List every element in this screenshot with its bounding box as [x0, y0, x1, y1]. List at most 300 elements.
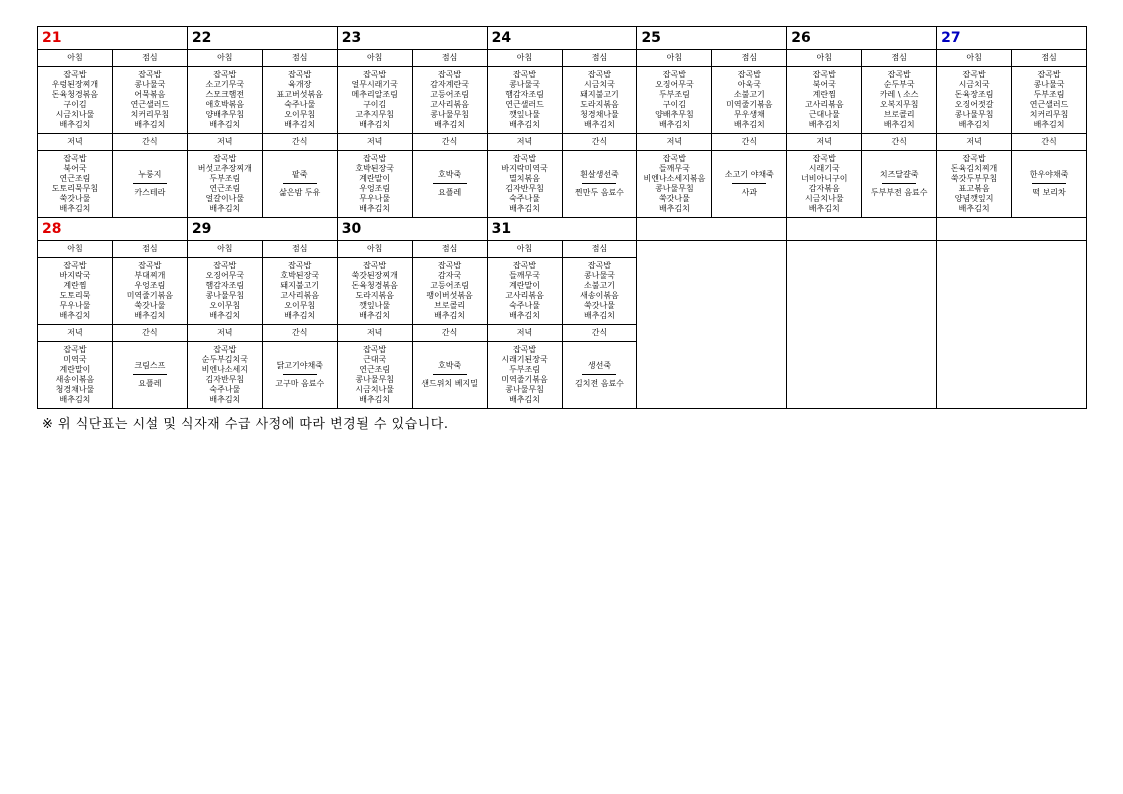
menu-item: 순두부국 [883, 80, 915, 89]
menu-item: 잡곡밥 [363, 154, 387, 163]
breakfast-menu [337, 67, 412, 134]
menu-item: 숙주나물 [209, 385, 241, 394]
menu-item: 연근샐러드 [1029, 100, 1069, 109]
breakfast-label: 아침 [487, 241, 562, 258]
menu-item: 잡곡밥 [438, 70, 462, 79]
menu-item: 잡곡밥 [213, 154, 237, 163]
menu-item: 깻잎나물 [359, 301, 391, 310]
snack-item: 생선죽 [587, 361, 612, 370]
day-header: 29 [187, 218, 337, 241]
menu-item: 연근샐러드 [505, 100, 544, 109]
menu-item: 감자볶음 [808, 184, 840, 193]
empty-day [937, 241, 1087, 409]
menu-item: 배추김치 [733, 120, 765, 129]
menu-item: 미역줄기볶음 [726, 100, 773, 109]
dinner-label: 저녁 [187, 134, 262, 151]
snack-label: 간식 [262, 134, 337, 151]
menu-item: 시래기국 [808, 164, 840, 173]
menu-item: 콩나물국 [1033, 80, 1065, 89]
menu-item: 양념깻잎지 [954, 194, 994, 203]
dinner-menu [38, 342, 113, 409]
dinner-menu [937, 151, 1012, 218]
breakfast-menu [337, 258, 412, 325]
menu-item: 잡곡밥 [512, 70, 537, 79]
snack-item: 크림스프 [134, 361, 166, 370]
snack-divider [133, 374, 167, 375]
lunch-menu [262, 258, 337, 325]
menu-item: 배추김치 [59, 204, 91, 213]
menu-item: 오이무침 [209, 301, 241, 310]
menu-item: 쑥갓나물 [59, 194, 91, 203]
snack-label: 간식 [262, 325, 337, 342]
breakfast-menu [637, 67, 712, 134]
menu-item: 근대나물 [808, 110, 840, 119]
menu-item: 팽이버섯볶음 [426, 291, 473, 300]
breakfast-menu [487, 67, 562, 134]
menu-item: 잡곡밥 [363, 345, 387, 354]
menu-item: 메추리알조림 [351, 90, 398, 99]
menu-item: 북어국 [63, 164, 87, 173]
breakfast-menu [487, 258, 562, 325]
lunch-label: 점심 [562, 241, 637, 258]
lunch-label: 점심 [262, 50, 337, 67]
dinner-menu [787, 151, 862, 218]
menu-item: 배추김치 [584, 311, 615, 320]
menu-item: 소고기무국 [205, 80, 245, 89]
menu-item: 콩나물무침 [430, 110, 469, 119]
menu-item: 스모크햄전 [205, 90, 245, 99]
menu-item: 배추김치 [209, 311, 241, 320]
breakfast-menu [187, 67, 262, 134]
menu-item: 배추김치 [59, 395, 91, 404]
menu-item: 숙주나물 [509, 301, 540, 310]
week-row [38, 50, 1087, 67]
day-header: 31 [487, 218, 637, 241]
menu-item: 잡곡밥 [662, 70, 686, 79]
snack-label: 간식 [412, 325, 487, 342]
dinner-menu [337, 151, 412, 218]
dinner-menu [637, 151, 712, 218]
snack-menu [112, 151, 187, 218]
menu-item: 무우나물 [59, 301, 91, 310]
menu-item: 연근조림 [59, 174, 91, 183]
menu-item: 배추김치 [883, 120, 915, 129]
snack-divider [433, 183, 467, 184]
snack-divider [133, 183, 167, 184]
menu-item: 배추김치 [1033, 120, 1065, 129]
snack-menu [412, 342, 487, 409]
menu-item: 계란찜 [812, 90, 836, 99]
menu-item: 도라지볶음 [580, 100, 619, 109]
menu-item: 잡곡밥 [288, 261, 312, 270]
menu-item: 쑥갓나물 [134, 301, 166, 310]
menu-item: 얼갈이나물 [205, 194, 245, 203]
menu-item: 콩나물무침 [205, 291, 245, 300]
menu-item: 돈육장조림 [954, 90, 994, 99]
menu-item: 소불고기 [584, 281, 615, 290]
menu-item: 잡곡밥 [138, 261, 162, 270]
meal-plan-table [37, 26, 1087, 409]
snack-item: 치즈달걀죽 [879, 170, 919, 179]
week-row [38, 241, 1087, 258]
lunch-label: 점심 [1012, 50, 1087, 67]
menu-item: 오징어무국 [655, 80, 694, 89]
dinner-label: 저녁 [337, 325, 412, 342]
menu-item: 감자국 [438, 271, 462, 280]
menu-item: 배추김치 [359, 311, 391, 320]
week-row [38, 67, 1087, 134]
menu-item: 배추김치 [808, 120, 840, 129]
menu-item: 무우생채 [733, 110, 765, 119]
menu-item: 우엉조림 [359, 184, 391, 193]
breakfast-label: 아침 [787, 50, 862, 67]
lunch-label: 점심 [862, 50, 937, 67]
dinner-label: 저녁 [38, 134, 113, 151]
menu-item: 숙주나물 [284, 100, 316, 109]
snack-menu [1012, 151, 1087, 218]
menu-item: 우렁된장찌개 [51, 80, 99, 89]
menu-item: 배추김치 [808, 204, 840, 213]
menu-item: 잡곡밥 [363, 261, 387, 270]
lunch-label: 점심 [712, 50, 787, 67]
breakfast-label: 아침 [187, 241, 262, 258]
menu-item: 양배추무침 [205, 110, 245, 119]
menu-item: 돼지불고기 [280, 281, 320, 290]
menu-item: 고추지무침 [355, 110, 394, 119]
menu-item: 들깨무국 [658, 164, 690, 173]
menu-item: 잡곡밥 [962, 70, 986, 79]
menu-item: 배추김치 [209, 120, 241, 129]
snack-item: 떡 보리차 [1032, 188, 1066, 197]
lunch-menu [112, 67, 187, 134]
day-header: 25 [637, 27, 787, 50]
week-row [38, 27, 1087, 50]
menu-item: 구이김 [662, 100, 686, 109]
snack-label: 간식 [1012, 134, 1087, 151]
breakfast-label: 아침 [637, 50, 712, 67]
snack-label: 간식 [112, 134, 187, 151]
snack-item: 김치전 음료수 [575, 379, 624, 388]
menu-item: 계란말이 [359, 174, 391, 183]
breakfast-label: 아침 [38, 50, 113, 67]
snack-label: 간식 [562, 325, 637, 342]
snack-menu [412, 151, 487, 218]
menu-item: 배추김치 [434, 311, 466, 320]
breakfast-label: 아침 [337, 50, 412, 67]
menu-item: 연근샐러드 [130, 100, 170, 109]
menu-item: 두부조림 [658, 90, 690, 99]
menu-item: 잡곡밥 [288, 70, 312, 79]
empty-day [787, 241, 937, 409]
day-header: 22 [187, 27, 337, 50]
menu-item: 도라지볶음 [355, 291, 394, 300]
menu-item: 미역줄기볶음 [501, 375, 548, 384]
snack-item: 닭고기야채죽 [276, 361, 323, 370]
menu-item: 배추김치 [359, 204, 391, 213]
menu-item: 연근조림 [359, 365, 391, 374]
menu-item: 돈육청경볶음 [51, 90, 99, 99]
menu-item: 배추김치 [958, 204, 990, 213]
menu-item: 어묵볶음 [134, 90, 166, 99]
menu-item: 콩나물국 [134, 80, 166, 89]
menu-item: 돈육김치찌개 [950, 164, 998, 173]
snack-menu [712, 151, 787, 218]
snack-divider [582, 183, 616, 184]
menu-item: 배추김치 [359, 395, 391, 404]
menu-item: 콩나물무침 [954, 110, 994, 119]
lunch-menu [862, 67, 937, 134]
menu-item: 고사리볶음 [505, 291, 544, 300]
menu-item: 잡곡밥 [1037, 70, 1061, 79]
empty-day-header [787, 218, 937, 241]
menu-item: 시금치국 [584, 80, 615, 89]
snack-item: 한우야채죽 [1029, 170, 1069, 179]
menu-item: 호박된장국 [280, 271, 320, 280]
menu-item: 새송이볶음 [580, 291, 619, 300]
menu-item: 고등어조림 [430, 281, 469, 290]
menu-item: 표고버섯볶음 [276, 90, 323, 99]
menu-item: 햄감자조림 [205, 281, 245, 290]
menu-item: 시금치국 [958, 80, 990, 89]
menu-item: 계란찜 [63, 281, 87, 290]
menu-item: 바지락미역국 [501, 164, 548, 173]
breakfast-label: 아침 [38, 241, 113, 258]
menu-item: 무우나물 [359, 194, 391, 203]
snack-menu [862, 151, 937, 218]
snack-item: 요플레 [438, 188, 462, 197]
menu-item: 잡곡밥 [812, 70, 836, 79]
snack-item: 소고기 야채죽 [724, 170, 774, 179]
menu-item: 두부조림 [1033, 90, 1065, 99]
dinner-label: 저녁 [487, 134, 562, 151]
dinner-menu [38, 151, 113, 218]
menu-item: 잡곡밥 [587, 261, 612, 270]
menu-item: 청경채나물 [580, 110, 619, 119]
menu-item: 배추김치 [958, 120, 990, 129]
menu-item: 쑥갓두부무침 [950, 174, 998, 183]
menu-item: 육개장 [288, 80, 312, 89]
menu-item: 쑥갓나물 [584, 301, 615, 310]
menu-item: 바지락국 [59, 271, 91, 280]
menu-item: 들깨무국 [509, 271, 540, 280]
menu-item: 오이무침 [284, 301, 316, 310]
menu-item: 햄감자조림 [505, 90, 544, 99]
lunch-label: 점심 [262, 241, 337, 258]
menu-item: 잡곡밥 [962, 154, 986, 163]
menu-item: 배추김치 [359, 120, 391, 129]
lunch-menu [112, 258, 187, 325]
menu-item: 계란말이 [509, 281, 540, 290]
snack-label: 간식 [562, 134, 637, 151]
snack-divider [433, 374, 467, 375]
lunch-menu [412, 258, 487, 325]
dinner-label: 저녁 [187, 325, 262, 342]
day-header: 28 [38, 218, 188, 241]
menu-item: 시금치나물 [804, 194, 844, 203]
menu-item: 버섯고추장찌개 [197, 164, 252, 173]
menu-item: 고사리볶음 [280, 291, 320, 300]
day-header: 27 [937, 27, 1087, 50]
menu-item: 잡곡밥 [512, 345, 537, 354]
snack-label: 간식 [712, 134, 787, 151]
snack-divider [1032, 183, 1066, 184]
day-header: 30 [337, 218, 487, 241]
menu-item: 잡곡밥 [587, 70, 612, 79]
menu-item: 배추김치 [209, 395, 241, 404]
menu-item: 잡곡밥 [512, 261, 537, 270]
week-row [38, 151, 1087, 218]
lunch-menu [712, 67, 787, 134]
snack-item: 사과 [741, 188, 758, 197]
menu-item: 배추김치 [284, 311, 316, 320]
menu-item: 잡곡밥 [438, 261, 462, 270]
menu-item: 우엉조림 [134, 281, 166, 290]
snack-item: 흰살생선죽 [580, 170, 619, 179]
lunch-menu [262, 67, 337, 134]
menu-item: 부대찌개 [134, 271, 166, 280]
breakfast-menu [38, 67, 113, 134]
breakfast-label: 아침 [487, 50, 562, 67]
breakfast-label: 아침 [187, 50, 262, 67]
snack-item: 호박죽 [438, 170, 462, 179]
menu-item: 잡곡밥 [63, 154, 87, 163]
dinner-menu [187, 151, 262, 218]
menu-item: 돈육청경볶음 [351, 281, 398, 290]
menu-item: 잡곡밥 [63, 70, 87, 79]
menu-item: 연근조림 [209, 184, 241, 193]
snack-item: 고구마 음료수 [275, 379, 325, 388]
menu-item: 멸치볶음 [509, 174, 540, 183]
menu-item: 콩나물무침 [355, 375, 394, 384]
menu-item: 구이김 [63, 100, 87, 109]
menu-item: 오징어젓갈 [954, 100, 994, 109]
dinner-label: 저녁 [637, 134, 712, 151]
menu-item: 배추김치 [284, 120, 316, 129]
menu-item: 배추김치 [584, 120, 615, 129]
breakfast-menu [787, 67, 862, 134]
snack-menu [262, 151, 337, 218]
day-header: 24 [487, 27, 637, 50]
snack-item: 요플레 [138, 379, 162, 388]
menu-item: 잡곡밥 [213, 345, 237, 354]
menu-item: 잡곡밥 [737, 70, 761, 79]
snack-item: 샌드위치 베지밀 [421, 379, 478, 388]
empty-day-header [637, 218, 787, 241]
menu-item: 청경채나물 [55, 385, 95, 394]
snack-divider [283, 183, 317, 184]
snack-divider [283, 374, 317, 375]
menu-item: 잡곡밥 [63, 261, 87, 270]
snack-label: 간식 [112, 325, 187, 342]
snack-menu [562, 342, 637, 409]
menu-item: 애호박볶음 [205, 100, 245, 109]
menu-item: 잡곡밥 [812, 154, 836, 163]
snack-item: 누룽지 [138, 170, 162, 179]
menu-item: 배추김치 [509, 120, 540, 129]
menu-item: 배추김치 [134, 311, 166, 320]
lunch-menu [412, 67, 487, 134]
menu-item: 오징어무국 [205, 271, 245, 280]
breakfast-menu [937, 67, 1012, 134]
lunch-menu [1012, 67, 1087, 134]
snack-item: 두부부전 음료수 [870, 188, 928, 197]
menu-item: 돼지불고기 [580, 90, 619, 99]
week-row [38, 218, 1087, 241]
menu-item: 잡곡밥 [63, 345, 87, 354]
day-header: 26 [787, 27, 937, 50]
menu-item: 배추김치 [658, 120, 690, 129]
menu-item: 미역국 [63, 355, 87, 364]
breakfast-menu [187, 258, 262, 325]
menu-item: 아욱국 [737, 80, 761, 89]
menu-item: 근대국 [363, 355, 387, 364]
menu-item: 콩나물무침 [655, 184, 694, 193]
empty-day-header [937, 218, 1087, 241]
menu-item: 잡곡밥 [662, 154, 686, 163]
menu-item: 두부조림 [209, 174, 241, 183]
snack-item: 카스테라 [134, 188, 166, 197]
menu-item: 계란말이 [59, 365, 91, 374]
dinner-menu [187, 342, 262, 409]
menu-item: 잡곡밥 [887, 70, 911, 79]
menu-item: 콩나물무침 [505, 385, 544, 394]
dinner-label: 저녁 [337, 134, 412, 151]
menu-item: 배추김치 [59, 120, 91, 129]
menu-item: 두부조림 [509, 365, 540, 374]
lunch-label: 점심 [412, 241, 487, 258]
menu-item: 치커리무침 [130, 110, 170, 119]
breakfast-label: 아침 [337, 241, 412, 258]
menu-item: 깻잎나물 [509, 110, 540, 119]
menu-item: 고사리볶음 [804, 100, 844, 109]
menu-item: 호박된장국 [355, 164, 394, 173]
dinner-menu [487, 342, 562, 409]
snack-item: 찐만두 음료수 [575, 188, 624, 197]
menu-item: 새송이볶음 [55, 375, 95, 384]
menu-item: 김자반무침 [505, 184, 544, 193]
menu-item: 잡곡밥 [512, 154, 537, 163]
lunch-menu [562, 67, 637, 134]
menu-item: 북어국 [812, 80, 836, 89]
dinner-label: 저녁 [38, 325, 113, 342]
menu-item: 브로콜리 [434, 301, 466, 310]
menu-item: 배추김치 [434, 120, 466, 129]
menu-item: 소불고기 [733, 90, 765, 99]
empty-day [637, 241, 787, 409]
menu-item: 쑥갓된장찌개 [351, 271, 398, 280]
menu-item: 구이김 [363, 100, 387, 109]
lunch-label: 점심 [412, 50, 487, 67]
menu-item: 오복지무침 [879, 100, 919, 109]
breakfast-menu [38, 258, 113, 325]
menu-item: 배추김치 [509, 311, 540, 320]
menu-item: 잡곡밥 [138, 70, 162, 79]
menu-item: 카레 \ 소스 [879, 90, 919, 99]
menu-item: 시금치나물 [355, 385, 394, 394]
menu-item: 오이무침 [284, 110, 316, 119]
menu-item: 비엔나소세지볶음 [643, 174, 706, 183]
lunch-menu [562, 258, 637, 325]
menu-item: 김자반무침 [205, 375, 245, 384]
lunch-label: 점심 [112, 50, 187, 67]
lunch-label: 점심 [112, 241, 187, 258]
snack-item: 호박죽 [438, 361, 462, 370]
menu-item: 너비아니구이 [801, 174, 848, 183]
day-header: 23 [337, 27, 487, 50]
menu-item: 콩나물국 [509, 80, 540, 89]
day-header: 21 [38, 27, 188, 50]
snack-menu [112, 342, 187, 409]
